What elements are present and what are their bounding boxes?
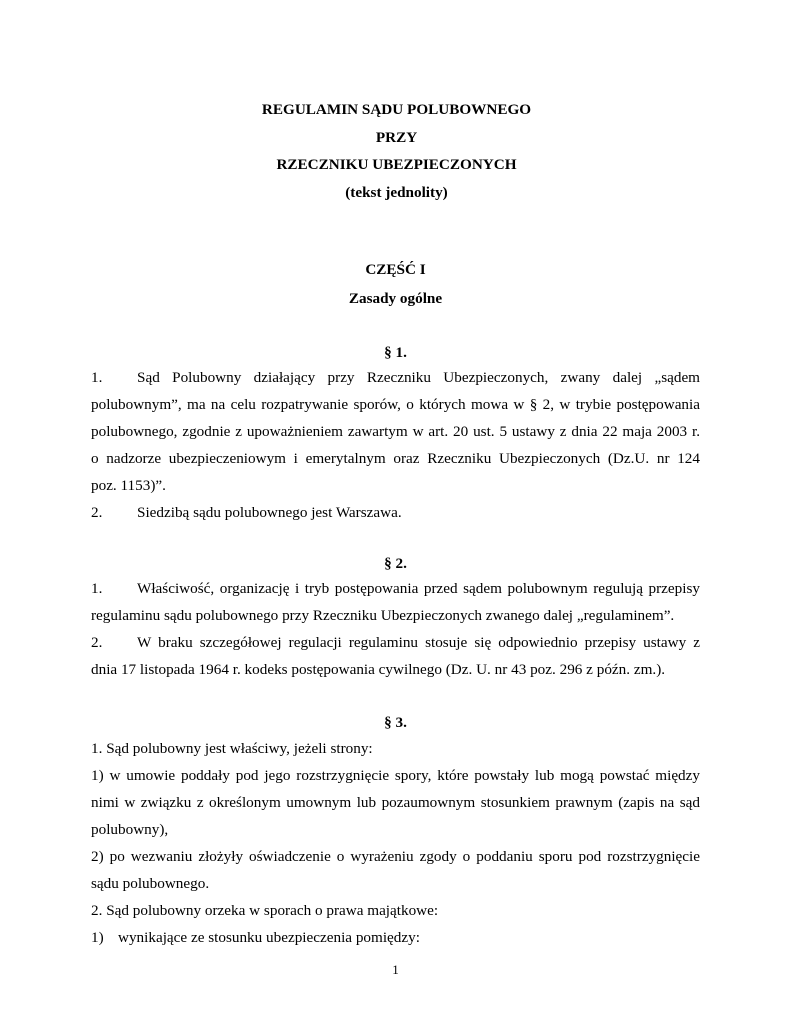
paragraph-line: polubownym”, ma na celu rozpatrywanie sporów, o których mowa w § 2, w trybie postępowania [91, 396, 700, 413]
part-subheading: Zasady ogólne [348, 290, 443, 307]
section-2-paragraph-2 [91, 629, 700, 656]
section-2-body [91, 575, 700, 683]
list-item [91, 924, 700, 951]
section-1-paragraph-2 [91, 499, 700, 526]
paragraph-line: 1) w umowie poddały pod jego rozstrzygnięcie spory, które powstały lub mogą powstać między [91, 767, 700, 784]
paragraph-line: o nadzorze ubezpieczeniowym i emerytalnym oraz Rzeczniku Ubezpieczonych (Dz.U. nr 124 [91, 450, 700, 467]
section-2-paragraph-1 [91, 575, 700, 602]
title-line-3: RZECZNIKU UBEZPIECZONYCH [276, 156, 517, 173]
paragraph-line: W braku szczegółowej regulacji regulaminu stosuje się odpowiednio przepisy ustawy z [137, 634, 700, 651]
paragraph-line: Właściwość, organizację i tryb postępowania przed sądem polubownym regulują przepisy [137, 580, 700, 597]
paragraph-number: 1. [91, 369, 103, 386]
page-number: 1 [392, 962, 399, 977]
paragraph-line: 1. Sąd polubowny jest właściwy, jeżeli strony: [91, 740, 373, 757]
paragraph-line: polubowny), [91, 821, 169, 838]
paragraph-line: poz. 1153)”. [91, 477, 166, 494]
title-line-4: (tekst jednolity) [345, 183, 448, 201]
document-title [0, 96, 791, 206]
title-line-2: PRZY [375, 128, 418, 146]
part-heading [0, 256, 791, 312]
paragraph-line: polubownego, zgodnie z upoważnieniem zawartym w art. 20 ust. 5 ustawy z dnia 22 maja 2003 r. [91, 423, 700, 440]
section-1-heading: § 1. [384, 344, 407, 361]
paragraph-line: regulaminu sądu polubownego przy Rzeczniku Ubezpieczonych zwanego dalej „regulaminem”. [91, 607, 675, 624]
section-3-body [91, 735, 700, 951]
paragraph-line: Sąd Polubowny działający przy Rzeczniku Ubezpieczonych, zwany dalej „sądem [137, 369, 700, 386]
section-1-body [91, 364, 700, 526]
paragraph-number: 2. [91, 504, 103, 521]
part-number: CZĘŚĆ I [365, 261, 426, 278]
section-1-paragraph-1 [91, 364, 700, 391]
paragraph-line: sądu polubownego. [91, 875, 210, 892]
paragraph-number: 2. [91, 634, 103, 651]
paragraph-line: dnia 17 listopada 1964 r. kodeks postępowania cywilnego (Dz. U. nr 43 poz. 296 z późn. zm.). [91, 661, 666, 678]
section-3-heading: § 3. [384, 714, 407, 731]
list-item-text: wynikające ze stosunku ubezpieczenia pomiędzy: [118, 929, 420, 946]
paragraph-line: 2. Sąd polubowny orzeka w sporach o prawa majątkowe: [91, 902, 439, 919]
section-2-heading: § 2. [384, 555, 407, 572]
paragraph-number: 1. [91, 580, 103, 597]
paragraph-line: Siedzibą sądu polubownego jest Warszawa. [137, 504, 402, 521]
paragraph-line: 2) po wezwaniu złożyły oświadczenie o wyrażeniu zgody o poddaniu sporu pod rozstrzygnięcie [91, 848, 700, 865]
title-line-1: REGULAMIN SĄDU POLUBOWNEGO [261, 101, 532, 118]
list-item-number: 1) [91, 929, 104, 946]
paragraph-line: nimi w związku z określonym umownym lub pozaumownym stosunkiem prawnym (zapis na sąd [91, 794, 700, 811]
